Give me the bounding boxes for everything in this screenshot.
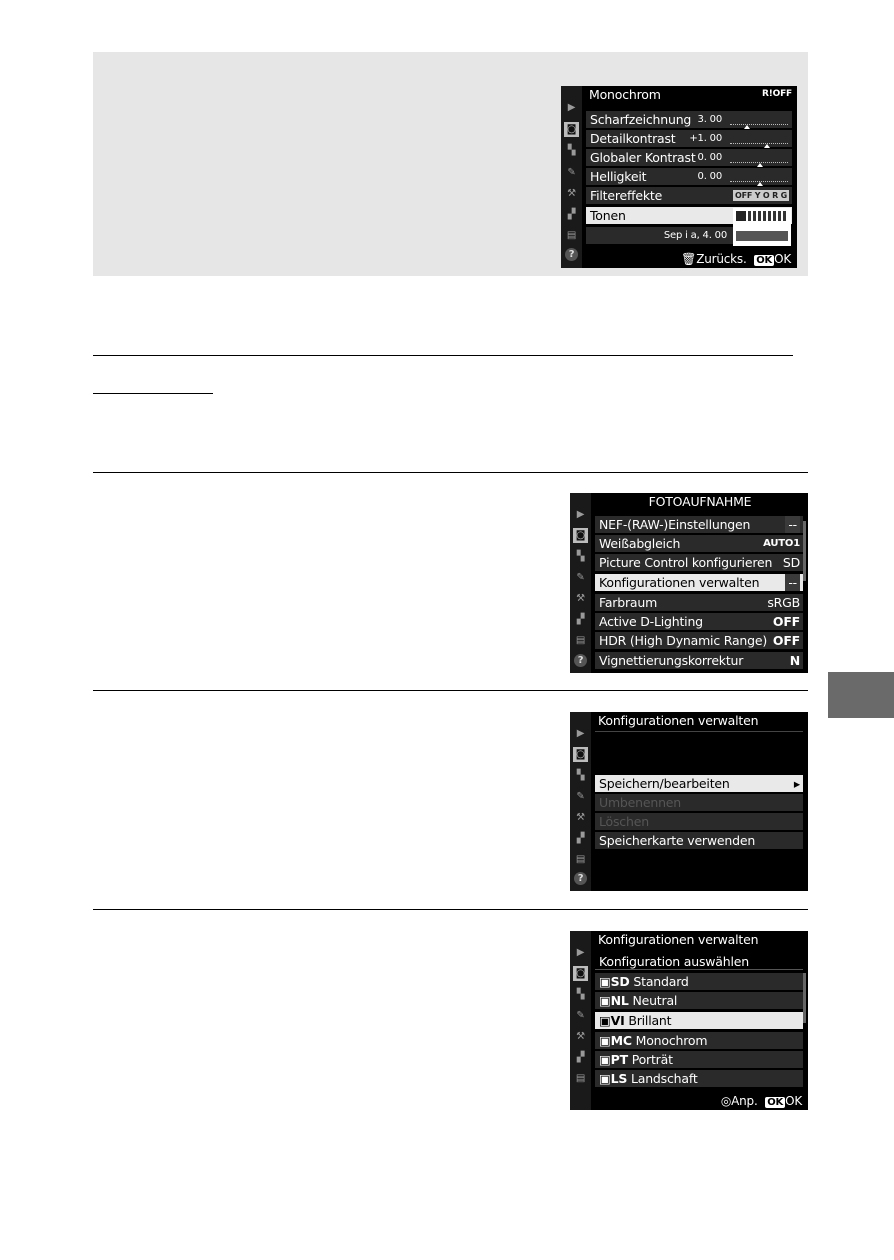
playback-icon[interactable]: ▶ <box>567 101 576 113</box>
menu-title: Konfigurationen verwalten <box>598 713 759 728</box>
row-value: sRGB <box>767 595 800 610</box>
row-globaler-kontrast[interactable] <box>586 149 792 166</box>
row-speicherkarte[interactable] <box>595 832 803 849</box>
camera-screen-konfigurationen <box>570 712 808 891</box>
row-weissabgleich[interactable] <box>595 535 803 552</box>
row-label: Farbraum <box>599 595 658 610</box>
chapter-tab <box>828 672 894 718</box>
row-value: OFF <box>772 614 800 629</box>
menu-rail <box>570 493 591 673</box>
menu-title: Konfigurationen verwalten <box>598 932 759 947</box>
row-label: Globaler Kontrast <box>590 150 696 165</box>
row-nef-raw[interactable] <box>595 516 803 533</box>
picture-control-icon: ▣ <box>599 993 611 1008</box>
ok-badge: OK <box>756 255 773 266</box>
row-config-monochrom[interactable] <box>595 1032 803 1049</box>
row-label: Picture Control konfigurieren <box>599 555 773 570</box>
picture-control-icon: ▣ <box>599 1052 611 1067</box>
row-label: Scharfzeichnung <box>590 112 692 127</box>
menu-rail <box>561 86 582 268</box>
row-label: Landschaft <box>630 1071 698 1086</box>
menu-rail <box>570 931 591 1110</box>
row-config-standard[interactable] <box>595 973 803 990</box>
movie-icon[interactable]: ▚ <box>576 550 585 562</box>
row-label: Vignettierungskorrektur <box>599 653 744 668</box>
row-helligkeit[interactable] <box>586 168 792 185</box>
playback-icon[interactable]: ▶ <box>576 727 585 739</box>
row-scharfzeichnung[interactable] <box>586 111 792 128</box>
chevron-right-icon: ▸ <box>793 776 800 791</box>
row-label: Filtereffekte <box>590 188 663 203</box>
row-picture-control[interactable] <box>595 554 803 571</box>
row-config-landschaft[interactable] <box>595 1070 803 1087</box>
row-label: Monochrom <box>635 1033 708 1048</box>
row-konfigurationen-verwalten[interactable] <box>595 574 803 591</box>
row-farbraum[interactable] <box>595 594 803 611</box>
row-label: Weißabgleich <box>599 536 681 551</box>
row-label: Active D-Lighting <box>599 614 703 629</box>
menu-title: FOTOAUFNAHME <box>648 494 752 509</box>
scrollbar[interactable] <box>803 521 806 581</box>
row-label: Detailkontrast <box>590 131 676 146</box>
row-value: 3. 00 <box>697 114 722 125</box>
playback-icon[interactable]: ▶ <box>576 508 585 520</box>
row-label: Konfigurationen verwalten <box>599 575 760 590</box>
movie-icon[interactable]: ▚ <box>576 769 585 781</box>
picture-control-icon: ▣ <box>599 1033 611 1048</box>
row-speichern-bearbeiten[interactable] <box>595 775 803 792</box>
my-menu-icon[interactable]: ▤ <box>575 634 586 646</box>
row-config-neutral[interactable] <box>595 992 803 1009</box>
menu-title: Monochrom <box>589 87 661 102</box>
config-code: LS <box>610 1071 628 1086</box>
row-umbenennen[interactable] <box>595 794 803 811</box>
row-label: Standard <box>633 974 689 989</box>
movie-icon[interactable]: ▚ <box>567 144 576 156</box>
back-label: Zurücks. <box>696 252 747 266</box>
row-label: Löschen <box>599 814 649 829</box>
playback-icon[interactable]: ▶ <box>576 946 585 958</box>
row-detailkontrast[interactable] <box>586 130 792 147</box>
status-badge: R!OFF <box>762 89 792 99</box>
picture-control-icon: ▣ <box>599 1013 611 1028</box>
help-icon[interactable]: ? <box>574 872 587 885</box>
camera-icon[interactable]: ◙ <box>573 528 588 543</box>
wrench-icon[interactable]: ⚒ <box>576 592 585 604</box>
adjust-label: Anp. <box>731 1094 758 1108</box>
ok-label: OK <box>785 1094 802 1108</box>
config-code: SD <box>610 974 630 989</box>
row-value: SD <box>782 555 800 570</box>
retouch-icon[interactable]: ▞ <box>567 208 576 220</box>
row-label: Brillant <box>628 1013 672 1028</box>
adjust-scale <box>730 172 788 182</box>
wrench-icon[interactable]: ⚒ <box>567 187 576 199</box>
section-rule <box>93 355 793 356</box>
my-menu-icon[interactable]: ▤ <box>566 229 577 241</box>
camera-screen-monochrom <box>561 86 797 268</box>
row-value: -- <box>785 516 800 533</box>
adjust-scale <box>730 134 788 144</box>
row-config-brillant[interactable] <box>595 1012 803 1029</box>
screen-footer <box>681 252 791 266</box>
row-label: HDR (High Dynamic Range) <box>599 633 768 648</box>
screen-footer <box>721 1094 802 1108</box>
subtitle-row <box>595 953 803 970</box>
pencil-icon[interactable]: ✎ <box>576 571 585 583</box>
retouch-icon[interactable]: ▞ <box>576 832 585 844</box>
camera-icon[interactable]: ◙ <box>573 747 588 762</box>
row-label: Speicherkarte verwenden <box>599 833 756 848</box>
scrollbar[interactable] <box>803 973 806 1023</box>
row-label: Umbenennen <box>599 795 682 810</box>
row-config-portraet[interactable] <box>595 1051 803 1068</box>
row-filtereffekte[interactable] <box>586 187 792 204</box>
ok-badge: OK <box>767 1097 784 1108</box>
row-label: NEF-(RAW-)Einstellungen <box>599 517 751 532</box>
row-label: Porträt <box>631 1052 673 1067</box>
row-value: -- <box>785 574 800 591</box>
camera-icon[interactable]: ◙ <box>573 966 588 981</box>
row-value: 0. 00 <box>697 171 722 182</box>
row-vignettierung[interactable] <box>595 652 803 669</box>
row-value: 0. 00 <box>697 152 722 163</box>
row-value: N <box>789 653 800 668</box>
camera-screen-fotoaufnahme <box>570 493 808 673</box>
help-icon[interactable]: ? <box>565 248 578 261</box>
step-divider-3 <box>93 909 808 910</box>
pencil-icon[interactable]: ✎ <box>576 790 585 802</box>
ok-label: OK <box>774 252 791 266</box>
toning-value: Sep i a, 4. 00 <box>663 230 727 241</box>
config-code: VI <box>610 1013 625 1028</box>
config-code: NL <box>610 993 629 1008</box>
row-toning-value <box>586 227 733 244</box>
menu-rail <box>570 712 591 891</box>
row-loeschen[interactable] <box>595 813 803 830</box>
title-underline <box>595 731 803 732</box>
config-code: MC <box>610 1033 632 1048</box>
step-divider-1 <box>93 472 808 473</box>
movie-icon[interactable]: ▚ <box>576 988 585 1000</box>
pencil-icon[interactable]: ✎ <box>567 166 576 178</box>
row-label: Tonen <box>590 208 626 223</box>
config-code: PT <box>610 1052 628 1067</box>
retouch-icon[interactable]: ▞ <box>576 613 585 625</box>
row-value: OFF <box>772 633 800 648</box>
trash-icon: 🗑 <box>681 252 697 266</box>
my-menu-icon[interactable]: ▤ <box>575 1072 586 1084</box>
picture-control-icon: ▣ <box>599 974 611 989</box>
retouch-icon[interactable]: ▞ <box>576 1051 585 1063</box>
camera-screen-konfiguration-auswaehlen <box>570 931 808 1110</box>
row-value: +1. 00 <box>689 133 722 144</box>
row-active-d-lighting[interactable] <box>595 613 803 630</box>
wrench-icon[interactable]: ⚒ <box>576 1030 585 1042</box>
pencil-icon[interactable]: ✎ <box>576 1009 585 1021</box>
row-hdr[interactable] <box>595 632 803 649</box>
toning-swatch <box>733 208 791 246</box>
step-divider-2 <box>93 690 808 691</box>
row-label: Helligkeit <box>590 169 647 184</box>
picture-control-icon: ▣ <box>599 1071 611 1086</box>
my-menu-icon[interactable]: ▤ <box>575 853 586 865</box>
adjust-scale <box>730 153 788 163</box>
row-value: AUTO1 <box>763 538 800 549</box>
row-label: Neutral <box>632 993 678 1008</box>
heading-underline <box>93 393 213 394</box>
camera-icon[interactable]: ◙ <box>564 122 579 137</box>
adjust-scale <box>730 115 788 125</box>
multi-selector-icon: ◎ <box>720 1094 732 1108</box>
filter-options: OFF Y O R G <box>735 191 787 200</box>
row-label: Speichern/bearbeiten <box>599 776 730 791</box>
subtitle: Konfiguration auswählen <box>599 954 749 969</box>
wrench-icon[interactable]: ⚒ <box>576 811 585 823</box>
help-icon[interactable]: ? <box>574 654 587 667</box>
